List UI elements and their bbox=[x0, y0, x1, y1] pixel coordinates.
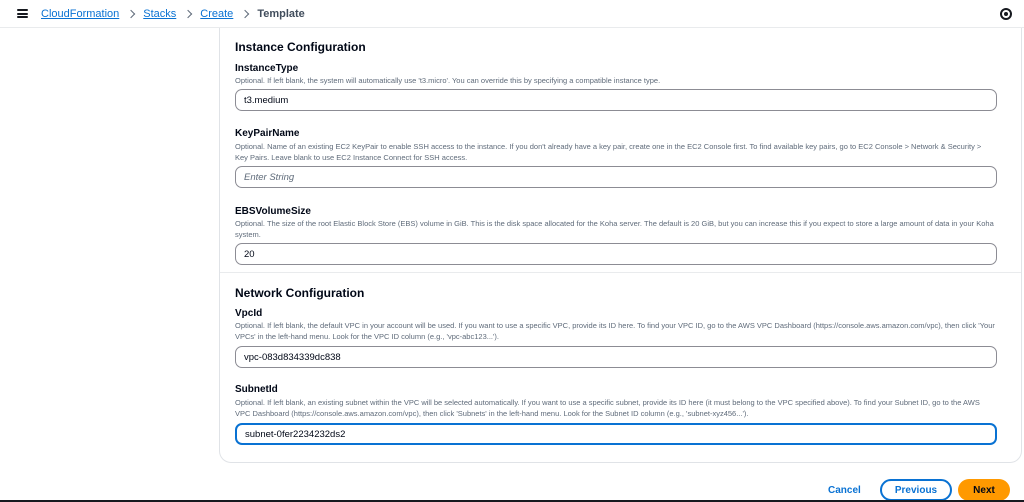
cancel-button[interactable]: Cancel bbox=[822, 480, 867, 500]
previous-button[interactable]: Previous bbox=[880, 479, 952, 501]
next-button[interactable]: Next bbox=[958, 479, 1010, 501]
key-pair-name-label: KeyPairName bbox=[235, 128, 300, 139]
section-title-network-configuration: Network Configuration bbox=[235, 286, 365, 300]
subnet-id-input[interactable] bbox=[235, 423, 997, 445]
vpc-id-label: VpcId bbox=[235, 308, 263, 319]
vpc-id-description: Optional. If left blank, the default VPC in your account will be used. If you want to use a specific VPC, provide its ID here. To find your VPC ID, go to the AWS VPC Dashboard (https://console.aws.amazon.com/vpc), then click 'Your VPCs' in the left-hand menu. Look for the VPC ID column (e.g., 'vpc-abc123...'). bbox=[235, 321, 995, 341]
subnet-id-label: SubnetId bbox=[235, 384, 278, 395]
menu-icon[interactable] bbox=[17, 9, 28, 18]
subnet-id-description: Optional. If left blank, an existing subnet within the VPC will be selected automatically. If you want to use a specific subnet, provide its ID here (it must belong to the VPC specified above). To find your Subnet ID, go to the AWS VPC Dashboard (https://console.aws.amazon.com/vpc), then click 'Subnets' in the left-hand menu. Look for the Subnet ID column (e.g., 'subnet-xyz456...'). bbox=[235, 398, 980, 418]
wizard-actions bbox=[0, 478, 1024, 502]
breadcrumb-stacks[interactable]: Stacks bbox=[143, 7, 177, 20]
top-navigation-bar bbox=[0, 0, 1024, 28]
instance-type-input[interactable] bbox=[235, 89, 997, 111]
ebs-volume-size-label: EBSVolumeSize bbox=[235, 206, 311, 217]
chevron-right-icon bbox=[241, 9, 249, 17]
chevron-right-icon bbox=[184, 9, 192, 17]
section-divider bbox=[220, 272, 1021, 273]
vpc-id-input[interactable] bbox=[235, 346, 997, 368]
chevron-right-icon bbox=[127, 9, 135, 17]
breadcrumb-create[interactable]: Create bbox=[200, 7, 234, 20]
section-title-instance-configuration: Instance Configuration bbox=[235, 40, 366, 54]
parameters-panel bbox=[219, 28, 1022, 463]
breadcrumb-cloudformation[interactable]: CloudFormation bbox=[41, 7, 120, 20]
key-pair-name-description: Optional. Name of an existing EC2 KeyPair to enable SSH access to the instance. If you don't already have a key pair, create one in the EC2 Console first. To find available key pairs, go to EC2 Console > Network & Security > Key Pairs. Leave blank to use EC2 Instance Connect for SSH access. bbox=[235, 142, 982, 162]
ebs-volume-size-input[interactable] bbox=[235, 243, 997, 265]
settings-icon[interactable] bbox=[1000, 8, 1012, 20]
instance-type-label: InstanceType bbox=[235, 63, 299, 74]
breadcrumb bbox=[41, 8, 305, 20]
breadcrumb-current: Template bbox=[257, 7, 305, 20]
instance-type-description: Optional. If left blank, the system will automatically use 't3.micro'. You can override this by specifying a compatible instance type. bbox=[235, 76, 661, 85]
key-pair-name-input[interactable] bbox=[235, 166, 997, 188]
ebs-volume-size-description: Optional. The size of the root Elastic Block Store (EBS) volume in GiB. This is the disk space allocated for the Koha server. The default is 20 GiB, but you can increase this if you expect to store a large amount of data in your Koha system. bbox=[235, 219, 994, 239]
